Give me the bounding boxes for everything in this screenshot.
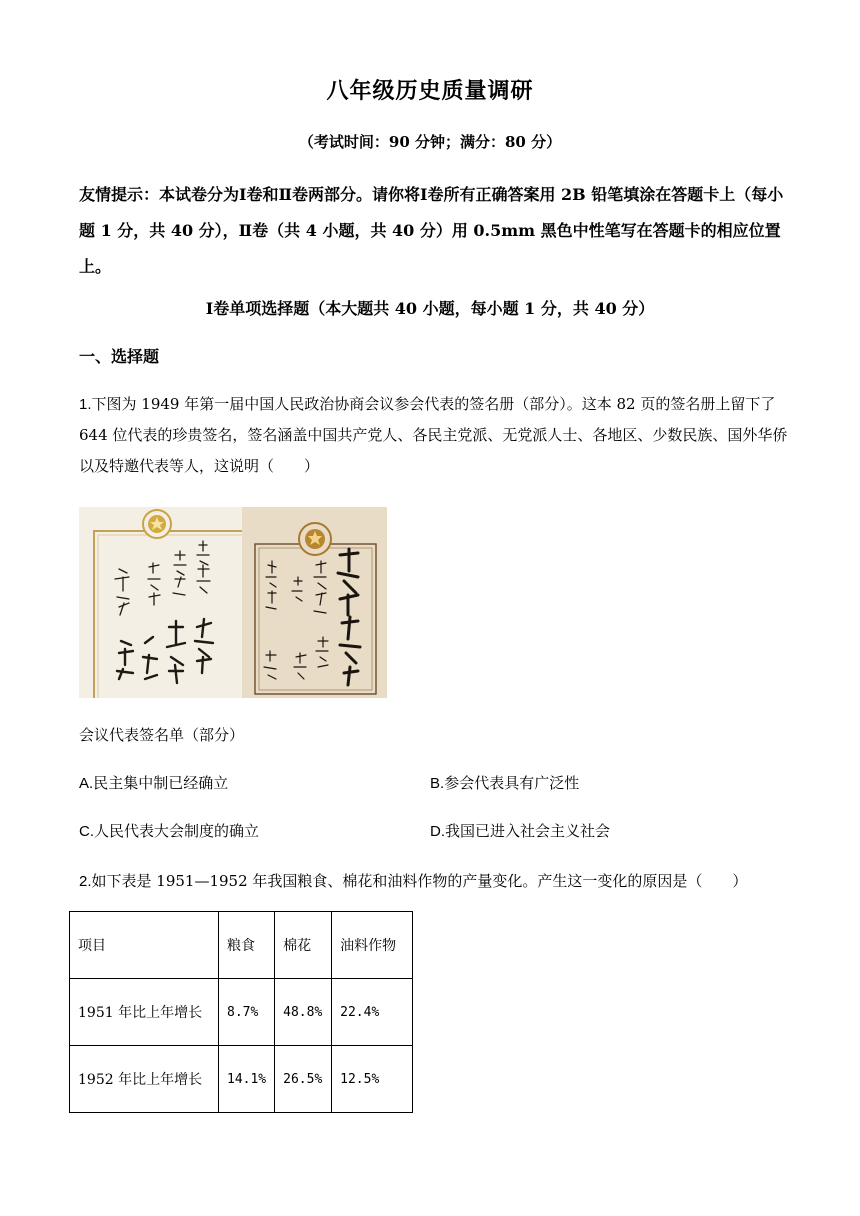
- option-b-text: 参会代表具有广泛性: [444, 774, 580, 792]
- table-cell: 14.1%: [219, 1046, 275, 1113]
- question-1: [79, 389, 791, 482]
- option-a-text: 民主集中制已经确立: [93, 774, 229, 792]
- national-emblem-icon-left: [143, 510, 171, 538]
- option-c[interactable]: [79, 820, 259, 841]
- production-table: [69, 911, 413, 1113]
- table-cell: 12.5%: [332, 1046, 413, 1113]
- table-header-cell: 项目: [70, 912, 219, 979]
- question-2-text: 如下表是 1951—1952 年我国粮食、棉花和油料作物的产量变化。产生这一变化的原因是（ ）: [91, 872, 748, 890]
- option-d-text: 我国已进入社会主义社会: [445, 822, 611, 840]
- signature-sheet-left-graphic: [79, 507, 242, 698]
- option-b-letter: B.: [430, 775, 445, 792]
- instructions-text: 友情提示：本试卷分为Ⅰ卷和Ⅱ卷两部分。请你将Ⅰ卷所有正确答案用 2B 铅笔填涂在答题卡上（每小题 1 分，共 40 分），Ⅱ卷（共 4 小题，共 40 分）用 0.5mm 黑色中性笔写在答题卡的相应位置上。: [79, 185, 784, 276]
- table-row: [70, 979, 413, 1046]
- part-heading: 一、选择题: [79, 347, 160, 366]
- table-header-cell: 棉花: [275, 912, 332, 979]
- table-cell: 8.7%: [219, 979, 275, 1046]
- table-header-row: [70, 912, 413, 979]
- question-1-text: 下图为 1949 年第一届中国人民政治协商会议参会代表的签名册（部分）。这本 82 页的签名册上留下了 644 位代表的珍贵签名，签名涵盖中国共产党人、各民主党派、无党派人士、各地区、少数民族、国外华侨以及特邀代表等人，这说明（ ）: [79, 395, 788, 475]
- exam-subtitle: （考试时间：90 分钟；满分：80 分）: [298, 133, 562, 151]
- table-header-cell: 油料作物: [332, 912, 413, 979]
- option-d-letter: D.: [430, 823, 445, 840]
- table-header-cell: 粮食: [219, 912, 275, 979]
- section-heading: Ⅰ卷单项选择题（本大题共 40 小题，每小题 1 分，共 40 分）: [205, 299, 655, 318]
- table-cell: 1951 年比上年增长: [70, 979, 219, 1046]
- question-2-number: 2.: [79, 873, 92, 890]
- exam-title: 八年级历史质量调研: [326, 78, 534, 104]
- signature-image-right: [242, 507, 387, 698]
- signature-sheet-right-graphic: [242, 507, 387, 698]
- question-1-number: 1.: [79, 396, 92, 413]
- table-cell: 26.5%: [275, 1046, 332, 1113]
- option-c-letter: C.: [79, 823, 94, 840]
- table-cell: 22.4%: [332, 979, 413, 1046]
- table-row: [70, 1046, 413, 1113]
- option-d[interactable]: [430, 820, 610, 841]
- image-caption: 会议代表签名单（部分）: [79, 726, 245, 744]
- table-cell: 1952 年比上年增长: [70, 1046, 219, 1113]
- option-c-text: 人民代表大会制度的确立: [94, 822, 260, 840]
- option-a-letter: A.: [79, 775, 94, 792]
- option-a[interactable]: [79, 772, 228, 793]
- option-b[interactable]: [430, 772, 579, 793]
- signature-image-left: [79, 507, 242, 698]
- question-2: [79, 866, 791, 897]
- national-emblem-icon-right: [299, 523, 331, 555]
- table-cell: 48.8%: [275, 979, 332, 1046]
